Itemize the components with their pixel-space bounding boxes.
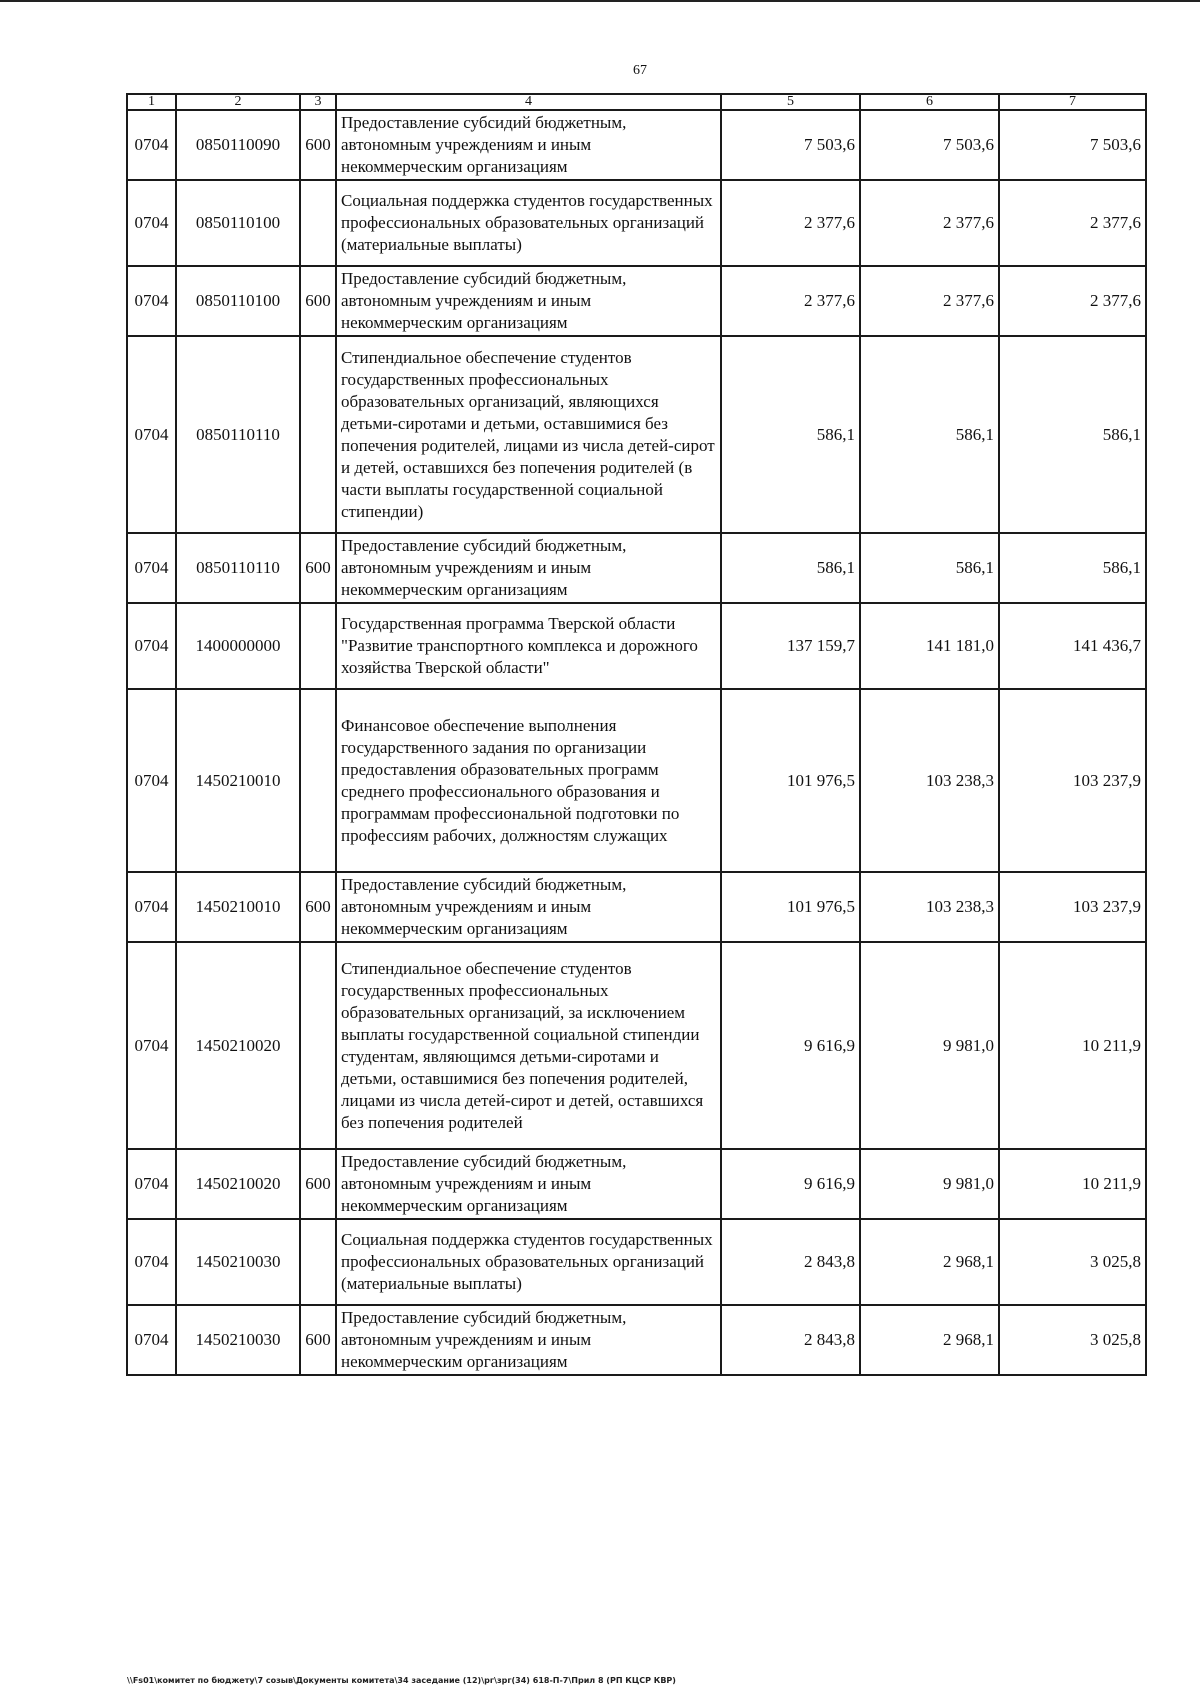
code-cell: 1450210020 — [176, 1149, 300, 1219]
amount-cell-col7: 3 025,8 — [999, 1219, 1146, 1305]
amount-cell-col6: 2 968,1 — [860, 1305, 999, 1375]
amount-cell-col6: 2 377,6 — [860, 266, 999, 336]
expense-type-cell: 600 — [300, 1305, 336, 1375]
amount-cell-col5: 9 616,9 — [721, 942, 860, 1149]
amount-cell-col7: 2 377,6 — [999, 180, 1146, 266]
description-cell: Стипендиальное обеспечение студентов государственных профессиональных образовательных организаций, являющихся детьми-сиротами и детьми, оставшимися без попечения родителей, лицами из числа детей-сирот и детей, оставшихся без попечения родителей (в части выплаты государственной социальной стипендии) — [336, 336, 721, 533]
page-number: 67 — [633, 63, 647, 78]
top-border-line — [0, 0, 1200, 2]
header-row — [127, 94, 1146, 110]
table-row — [127, 1305, 1146, 1375]
expense-type-cell — [300, 689, 336, 872]
description-cell: Предоставление субсидий бюджетным, автономным учреждениям и иным некоммерческим организациям — [336, 1149, 721, 1219]
amount-cell-col7: 2 377,6 — [999, 266, 1146, 336]
table-row — [127, 110, 1146, 180]
section-cell: 0704 — [127, 336, 176, 533]
code-cell: 1450210030 — [176, 1305, 300, 1375]
code-cell: 0850110110 — [176, 336, 300, 533]
amount-cell-col5: 2 843,8 — [721, 1305, 860, 1375]
file-path-footer: \\Fs01\комитет по бюджету\7 созыв\Документы комитета\34 заседание (12)\рг\зрг(34) 618-П-7\Прил 8 (РП КЦСР КВР) — [127, 1676, 676, 1685]
amount-cell-col7: 10 211,9 — [999, 942, 1146, 1149]
amount-cell-col5: 101 976,5 — [721, 689, 860, 872]
code-cell: 0850110090 — [176, 110, 300, 180]
amount-cell-col6: 9 981,0 — [860, 942, 999, 1149]
expense-type-cell: 600 — [300, 872, 336, 942]
amount-cell-col5: 7 503,6 — [721, 110, 860, 180]
column-header-5: 5 — [721, 94, 860, 110]
section-cell: 0704 — [127, 689, 176, 872]
table-row — [127, 689, 1146, 872]
code-cell: 0850110100 — [176, 266, 300, 336]
section-cell: 0704 — [127, 1305, 176, 1375]
code-cell: 0850110110 — [176, 533, 300, 603]
section-cell: 0704 — [127, 180, 176, 266]
amount-cell-col7: 586,1 — [999, 336, 1146, 533]
code-cell: 1450210020 — [176, 942, 300, 1149]
table-row — [127, 872, 1146, 942]
column-header-2: 2 — [176, 94, 300, 110]
table-row — [127, 533, 1146, 603]
table-row — [127, 336, 1146, 533]
amount-cell-col7: 103 237,9 — [999, 689, 1146, 872]
description-cell: Социальная поддержка студентов государственных профессиональных образовательных организаций (материальные выплаты) — [336, 180, 721, 266]
amount-cell-col7: 103 237,9 — [999, 872, 1146, 942]
amount-cell-col6: 2 968,1 — [860, 1219, 999, 1305]
expense-type-cell — [300, 336, 336, 533]
code-cell: 1450210010 — [176, 689, 300, 872]
amount-cell-col6: 7 503,6 — [860, 110, 999, 180]
table-row — [127, 266, 1146, 336]
description-cell: Предоставление субсидий бюджетным, автономным учреждениям и иным некоммерческим организациям — [336, 266, 721, 336]
expense-type-cell — [300, 603, 336, 689]
amount-cell-col5: 586,1 — [721, 336, 860, 533]
amount-cell-col7: 10 211,9 — [999, 1149, 1146, 1219]
expense-type-cell — [300, 1219, 336, 1305]
amount-cell-col5: 9 616,9 — [721, 1149, 860, 1219]
column-header-3: 3 — [300, 94, 336, 110]
expense-type-cell — [300, 942, 336, 1149]
column-header-1: 1 — [127, 94, 176, 110]
column-header-6: 6 — [860, 94, 999, 110]
table-row — [127, 942, 1146, 1149]
amount-cell-col5: 137 159,7 — [721, 603, 860, 689]
description-cell: Стипендиальное обеспечение студентов государственных профессиональных образовательных организаций, за исключением выплаты государственной социальной стипендии студентам, являющимся детьми-сиротами и детьми, оставшимися без попечения родителей, лицами из числа детей-сирот и детей, оставшихся без попечения родителей — [336, 942, 721, 1149]
description-cell: Предоставление субсидий бюджетным, автономным учреждениям и иным некоммерческим организациям — [336, 110, 721, 180]
amount-cell-col5: 2 843,8 — [721, 1219, 860, 1305]
code-cell: 1450210010 — [176, 872, 300, 942]
description-cell: Социальная поддержка студентов государственных профессиональных образовательных организаций (материальные выплаты) — [336, 1219, 721, 1305]
amount-cell-col6: 586,1 — [860, 533, 999, 603]
amount-cell-col6: 141 181,0 — [860, 603, 999, 689]
description-cell: Предоставление субсидий бюджетным, автономным учреждениям и иным некоммерческим организациям — [336, 533, 721, 603]
amount-cell-col6: 586,1 — [860, 336, 999, 533]
section-cell: 0704 — [127, 110, 176, 180]
description-cell: Предоставление субсидий бюджетным, автономным учреждениям и иным некоммерческим организациям — [336, 872, 721, 942]
amount-cell-col6: 103 238,3 — [860, 689, 999, 872]
amount-cell-col5: 2 377,6 — [721, 180, 860, 266]
expense-type-cell — [300, 180, 336, 266]
expense-type-cell: 600 — [300, 110, 336, 180]
section-cell: 0704 — [127, 1149, 176, 1219]
amount-cell-col6: 9 981,0 — [860, 1149, 999, 1219]
amount-cell-col7: 586,1 — [999, 533, 1146, 603]
description-cell: Финансовое обеспечение выполнения государственного задания по организации предоставления образовательных программ среднего профессионального образования и программам профессиональной подготовки по профессиям рабочих, должностям служащих — [336, 689, 721, 872]
column-header-7: 7 — [999, 94, 1146, 110]
amount-cell-col5: 2 377,6 — [721, 266, 860, 336]
section-cell: 0704 — [127, 872, 176, 942]
table-row — [127, 603, 1146, 689]
budget-table — [126, 93, 1147, 1376]
amount-cell-col5: 101 976,5 — [721, 872, 860, 942]
section-cell: 0704 — [127, 266, 176, 336]
amount-cell-col7: 141 436,7 — [999, 603, 1146, 689]
expense-type-cell: 600 — [300, 533, 336, 603]
table-row — [127, 1149, 1146, 1219]
section-cell: 0704 — [127, 942, 176, 1149]
section-cell: 0704 — [127, 603, 176, 689]
amount-cell-col7: 3 025,8 — [999, 1305, 1146, 1375]
table-row — [127, 1219, 1146, 1305]
description-cell: Предоставление субсидий бюджетным, автономным учреждениям и иным некоммерческим организациям — [336, 1305, 721, 1375]
description-cell: Государственная программа Тверской области "Развитие транспортного комплекса и дорожного хозяйства Тверской области" — [336, 603, 721, 689]
section-cell: 0704 — [127, 533, 176, 603]
code-cell: 0850110100 — [176, 180, 300, 266]
amount-cell-col6: 103 238,3 — [860, 872, 999, 942]
amount-cell-col7: 7 503,6 — [999, 110, 1146, 180]
expense-type-cell: 600 — [300, 1149, 336, 1219]
table-row — [127, 180, 1146, 266]
column-header-4: 4 — [336, 94, 721, 110]
amount-cell-col6: 2 377,6 — [860, 180, 999, 266]
amount-cell-col5: 586,1 — [721, 533, 860, 603]
section-cell: 0704 — [127, 1219, 176, 1305]
code-cell: 1450210030 — [176, 1219, 300, 1305]
code-cell: 1400000000 — [176, 603, 300, 689]
expense-type-cell: 600 — [300, 266, 336, 336]
